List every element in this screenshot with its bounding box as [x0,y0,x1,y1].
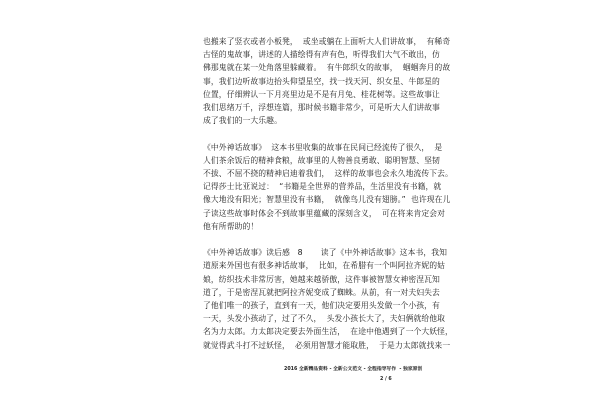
text-line: 《中外神话故事》 这本书里收集的故事在民间已经流传了很久， 是 [203,142,443,152]
text-line: 也搬来了竖衣或者小板凳， 或坐或躺在上面听大人们讲故事， 有稀奇 [203,37,451,46]
text-line: 道原来外国也有很多神话故事， 比如，在希腊有一个叫阿拉齐妮的姑 [203,261,446,271]
text-line: 古怪的鬼故事，讲述的人描绘得有声有色，听得我们大气不敢出，仿 [203,50,440,60]
text-line: 一天，头发小孩动了，过了不久， 头发小孩长大了，夫妇俩就给他取 [203,314,446,324]
text-line: 位置，仔细辨认一下月亮里边是不是有月兔、桂花树等。这些故事让 [203,89,440,99]
text-line: 娘，纺织技术非常厉害，她越来越骄傲，这件事被智慧女神密涅瓦知 [203,274,440,284]
text-line: 他有所帮助的！ [203,221,259,231]
text-line: 像大地没有阳光；智慧里没有书籍， 就像鸟儿没有翅膀。” 也许现在儿 [203,195,451,205]
footer-text: 2016 全新精品资料 - 全新公文范文 - 全程指导写作 - 独家原创 [284,367,423,372]
text-line: 记得莎士比亚说过： “书籍是全世界的营养品，生活里没有书籍，就 [203,182,442,192]
text-line: 成了我们的一大乐趣。 [203,116,282,126]
text-line: 道了，于是密涅瓦就把阿拉齐妮变成了蜘蛛。从前，有一对夫妇失去 [203,287,440,297]
text-line: 了他们唯一的孩子，直到有一天，他们决定要用头发做一个小孩，有 [203,301,440,310]
text-line: 不拔、不屈不挠的精神启迪着我们， 这样的故事也会永久地流传下去。 [203,169,453,178]
text-line: 佛那鬼就在某一处角落里躲藏着。 有牛郎织女的故事， 蝈蝈奔月的故 [203,63,451,73]
text-line: 事，我们边听故事边抬头仰望星空，找一找天河、织女星、牛郎星的 [203,76,440,86]
text-line: 名为力太郎。力太郎决定要去外面生活， 在途中他遇到了一个大妖怪， [203,327,453,337]
text-line: 我们思绪万千，浮想连篇，那时候书籍非常少，可是听大人们讲故事 [203,103,440,112]
text-line: 子读这些故事时体会不到故事里蕴藏的深刻含义， 可在将来肯定会对 [203,208,446,218]
text-line: 《中外神话故事》读后感 8 读了《中外神话故事》这本书，我知 [203,248,448,258]
text-line: 人们茶余饭后的精神食粮，故事里的人物善良勇敢、聪明智慧、坚韧 [203,155,440,165]
page-number: 2 / 6 [380,377,392,382]
text-line: 就觉得武斗打不过妖怪， 必须用智慧才能取胜， 于是力太郎就找来一 [203,340,451,350]
